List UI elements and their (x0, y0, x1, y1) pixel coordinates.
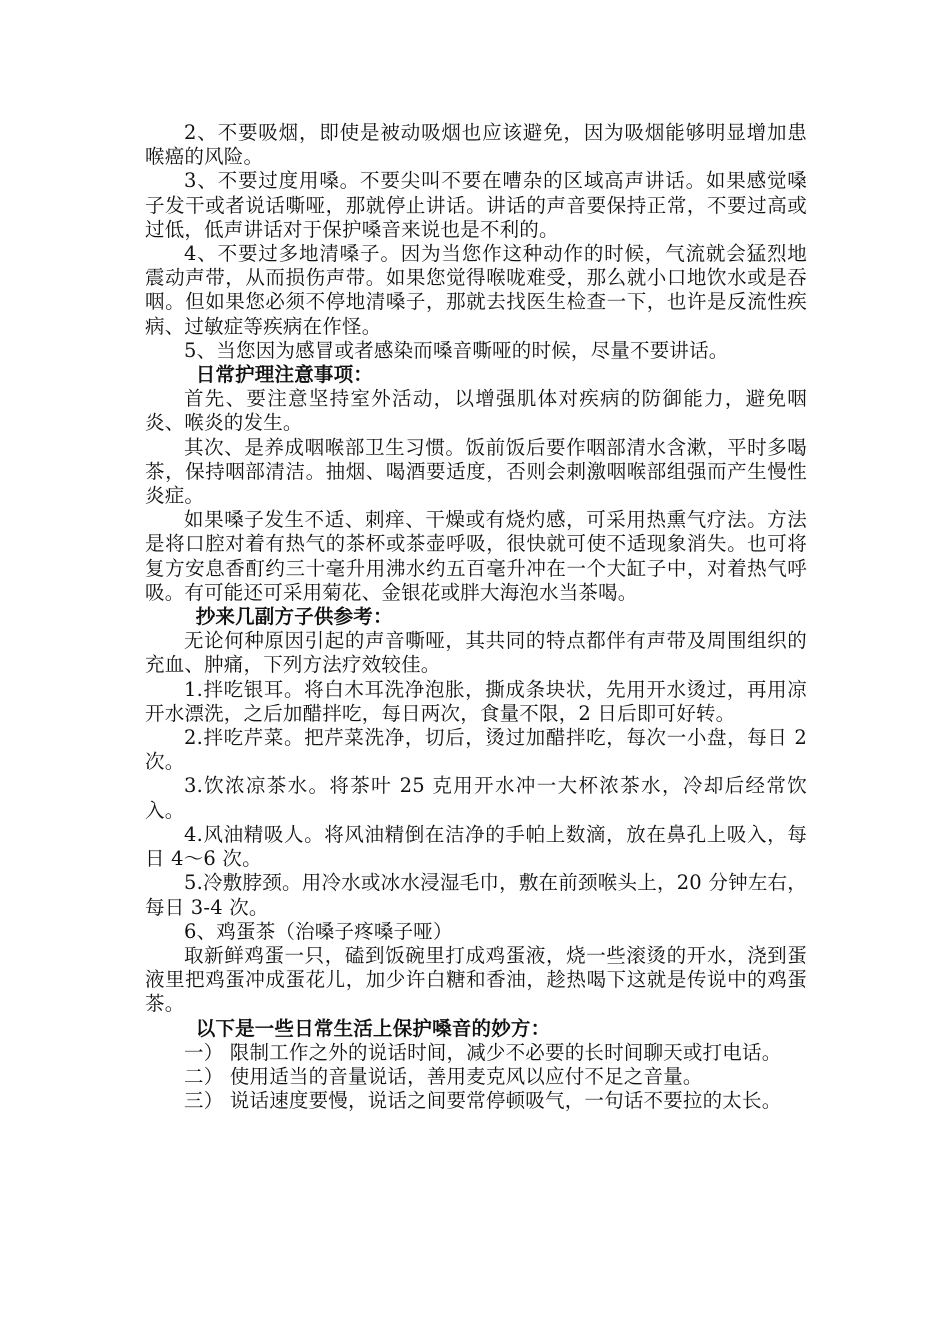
section-heading-voice-tips: 以下是一些日常生活上保护嗓音的妙方： (195, 1016, 551, 1040)
section-heading-daily-care: 日常护理注意事项： (195, 363, 373, 387)
paragraph-remedy-egg-tea: 取新鲜鸡蛋一只，磕到饭碗里打成鸡蛋液，烧一些滚烫的开水，浇到蛋液里把鸡蛋冲成蛋花儿，加少许白糖和香油，趁热喝下这就是传说中的鸡蛋茶。 (145, 943, 807, 1016)
paragraph-no-talking-when-hoarse: 5、当您因为感冒或者感染而嗓音嘶哑的时候，尽量不要讲话。 (184, 338, 729, 362)
paragraph-remedy-egg-tea-title: 6、鸡蛋茶（治嗓子疼嗓子哑） (184, 919, 453, 943)
paragraph-remedies-intro: 无论何种原因引起的声音嘶哑，其共同的特点都伴有声带及周围组织的充血、肿痛，下列方法疗效较佳。 (145, 629, 807, 677)
paragraph-tip-3: 三） 说话速度要慢，说话之间要常停顿吸气，一句话不要拉的太长。 (184, 1089, 782, 1113)
paragraph-no-smoking: 2、不要吸烟，即使是被动吸烟也应该避免，因为吸烟能够明显增加患喉癌的风险。 (145, 121, 807, 169)
paragraph-care-first: 首先、要注意坚持室外活动，以增强肌体对疾病的防御能力，避免咽炎、喉炎的发生。 (145, 387, 807, 435)
paragraph-no-overuse: 3、不要过度用嗓。不要尖叫不要在嘈杂的区域高声讲话。如果感觉嗓子发干或者说话嘶哑，那就停止讲话。讲话的声音要保持正常，不要过高或过低，低声讲话对于保护嗓音来说也是不利的。 (145, 169, 807, 241)
paragraph-tip-1: 一） 限制工作之外的说话时间，减少不必要的长时间聊天或打电话。 (184, 1040, 782, 1064)
paragraph-no-clearing-throat: 4、不要过多地清嗓子。因为当您作这种动作的时候，气流就会猛烈地震动声带，从而损伤声带。如果您觉得喉咙难受，那么就小口地饮水或是吞咽。但如果您必须不停地清嗓子，那就去找医生检查一下，也许是反流性疾病、过敏症等疾病在作怪。 (145, 242, 807, 338)
paragraph-remedy-cold-compress: 5.冷敷脖颈。用冷水或冰水浸湿毛巾，敷在前颈喉头上，20 分钟左右，每日 3-4 次。 (145, 871, 807, 919)
paragraph-remedy-celery: 2.拌吃芹菜。把芹菜洗净，切后，烫过加醋拌吃，每次一小盘，每日 2 次。 (145, 726, 807, 774)
paragraph-tip-2: 二） 使用适当的音量说话，善用麦克风以应付不足之音量。 (184, 1064, 703, 1088)
paragraph-remedy-cold-tea: 3.饮浓凉茶水。将茶叶 25 克用开水冲一大杯浓茶水，冷却后经常饮入。 (145, 774, 807, 822)
paragraph-remedy-white-fungus: 1.拌吃银耳。将白木耳洗净泡胀，撕成条块状，先用开水烫过，再用凉开水漂洗，之后加醋拌吃，每日两次，食量不限，2 日后即可好转。 (145, 677, 807, 725)
paragraph-care-second: 其次、是养成咽喉部卫生习惯。饭前饭后要作咽部清水含漱，平时多喝茶，保持咽部清洁。抽烟、喝酒要适度，否则会刺激咽喉部组强而产生慢性炎症。 (145, 435, 807, 508)
paragraph-remedy-essential-oil: 4.风油精吸人。将风油精倒在洁净的手帕上数滴，放在鼻孔上吸入，每日 4～6 次。 (145, 822, 807, 871)
paragraph-care-steam: 如果嗓子发生不适、刺痒、干燥或有烧灼感，可采用热熏气疗法。方法是将口腔对着有热气的茶杯或茶壶呼吸，很快就可使不适现象消失。也可将复方安息香酊约三十毫升用沸水约五百毫升冲在一个大缸子中，对着热气呼吸。有可能还可采用菊花、金银花或胖大海泡水当茶喝。 (145, 508, 807, 604)
section-heading-remedies: 抄来几副方子供参考： (195, 605, 393, 629)
document-page (145, 121, 807, 1113)
